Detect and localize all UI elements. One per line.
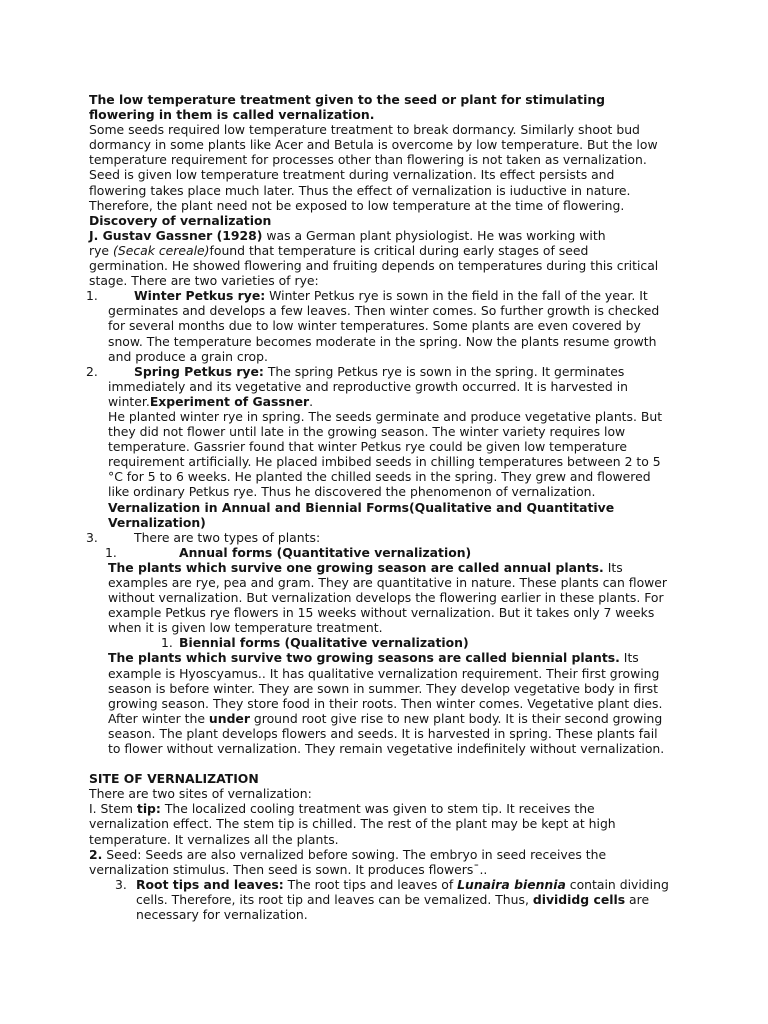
intro-line: flowering takes place much later. Thus the effect of vernalization is iuductive in nature. xyxy=(89,182,631,198)
list-number: 2. xyxy=(86,363,98,379)
gassner-name: J. Gustav Gassner (1928) xyxy=(89,227,263,243)
list-number: 1. xyxy=(105,544,117,560)
item-label: Spring Petkus rye: xyxy=(134,363,264,379)
gassner-line-4: stage. There are two varieties of rye: xyxy=(89,273,319,289)
experiment-heading: Experiment of Gassner xyxy=(149,393,310,409)
site-intro: There are two sites of vernalization: xyxy=(89,786,312,802)
biennial-forms-body: The plants which survive two growing seasons are called biennial plants. Its example is Hyoscyamus.. It has qualitative vernalization requirement. Their first growing season is before winter. They are sown in summer. They develop vegetative body in first growing season. They store food in their roots. Then winter comes. Vegetative plant dies. After winter the under ground root give rise to new plant body. It is their second growing season. The plant develops flowers and seeds. It is harvested in spring. These plants fail to flower without vernalization. They remain vegetative indefinitely without vernalization. xyxy=(108,650,665,757)
list-item-spring-petkus: 2. Spring Petkus rye: The spring Petkus rye is sown in the spring. It germinates immediately and its vegetative and reproductive growth occurred. It is harvested in winter.Experiment of Gassner. He planted winter rye in spring. The seeds germinate and produce vegetative plants. But they did not flower until late in the growing season. The winter variety requires low temperature. Gassrier found that winter Petkus rye could be given low temperature requirement artificially. He placed imbibed seeds in chilling temperatures between 2 to 5 °C for 5 to 6 weeks. He planted the chilled seeds in the spring. They grew and flowered like ordinary Petkus rye. Thus he discovered the phenomenon of vernalization. Vernalization in Annual and Biennial Forms(Qualitative and Quantitative Vernalization) xyxy=(89,364,689,530)
item-label: Winter Petkus rye: xyxy=(134,288,266,304)
list-item-winter-petkus: 1. Winter Petkus rye: Winter Petkus rye is sown in the field in the fall of the year. It germinates and develops a few leaves. Then winter comes. So further growth is checked for several months due to low winter temperatures. Some plants are even covered by snow. The temperature becomes moderate in the spring. Now the plants resume growth and produce a grain crop. xyxy=(86,288,660,364)
document-body: The low temperature treatment given to the seed or plant for stimulating flowering in them is called vernalization. Some seeds required low temperature treatment to break dormancy. Similarly shoot bud dormancy in some plants like Acer and Betula is overcome by low temperature. But the low temperature requirement for processes other than flowering is not taken as vernalization. Seed is given low temperature treatment during vernalization. Its effect persists and flowering takes place much later. Thus the effect of vernalization is iuductive in nature. Therefore, the plant need not be exposed to low temperature at the time of flowering. Discovery of vernalization J. Gustav Gassner (1928) was a German plant physiologist. He was working with rye (Secak cereale)found that temperature is critical during early stages of seed germination. He showed flowering and fruiting depends on temperatures during this critical stage. There are two varieties of rye: 1. Winter Petkus rye: Winter Petkus rye is sown in the field in the fall of the year. It germinates and develops a few leaves. Then winter comes. So further growth is checked for several months due to low winter temperatures. Some plants are even covered by snow. The temperature becomes moderate in the spring. Now the plants resume growth and produce a grain crop. 2. Spring Petkus rye: The spring Petkus rye is sown in the spring. It germinates immediately and its vegetative and reproductive growth occurred. It is harvested in winter.Experiment of Gassner. He planted winter rye in spring. The seeds germinate and produce vegetative plants. But they did not flower until late in the growing season. The winter variety requires low temperature. Gassrier found that winter Petkus rye could be given low temperature requirement artificially. He placed imbibed seeds in chilling temperatures between 2 to 5 °C for 5 to 6 weeks. He planted the chilled seeds in the spring. They grew and flowered like ordinary Petkus rye. Thus he discovered the phenomenon of vernalization. Vernalization in Annual and Biennial Forms(Qualitative and Quantitative Vernalization) 3. There are two types of plants: 1. Annual forms (Quantitative vernalization) The plants which survive one growing season are called annual plants. Its examples are rye, pea and gram. They are quantitative in nature. These plants can flower without vernalization. But vernalization develops the flowering earlier in these plants. For example Petkus rye flowers in 15 weeks without vernalization. But it takes only 7 weeks when it is given low temperature treatment. 1. Biennial forms (Qualitative vernalization) The plants which survive two growing seasons are called biennial plants. Its example is Hyoscyamus.. It has qualitative vernalization requirement. Their first growing season is before winter. They are sown in summer. They develop vegetative body in first growing season. They store food in their roots. Then winter comes. Vegetative plant dies. After winter the under ground root give rise to new plant body. It is their second growing season. The plant develops flowers and seeds. It is harvested in spring. These plants fail to flower without vernalization. They remain vegetative indefinitely without vernalization. SITE OF VERNALIZATION There are two sites of vernalization: I. Stem tip: The localized cooling treatment was given to stem tip. It receives the vernalization effect. The stem tip is chilled. The rest of the plant may be kept at high temperature. It vernalizes all the plants. 2. Seed: Seeds are also vernalized before sowing. The embryo in seed receives the vernalization stimulus. Then seed is sown. It produces flowersˉ.. 3. Root tips and leaves: The root tips and leaves of Lunaira biennia contain dividing cells. Therefore, its root tip and leaves can be vemalized. Thus, divididg cells are necessary for vernalization. xyxy=(89,92,689,922)
site-stem-tip: I. Stem tip: The localized cooling treatment was given to stem tip. It receives the xyxy=(89,801,595,817)
list-item-plant-types: 3. There are two types of plants: xyxy=(86,529,321,545)
list-number: 1. xyxy=(86,288,98,304)
gassner-line-2: rye (Secak cereale)found that temperature is critical during early stages of seed xyxy=(89,242,589,258)
species-name: Lunaira biennia xyxy=(457,876,566,892)
site-root-tips: 3. Root tips and leaves: The root tips and leaves of Lunaira biennia contain dividing cells. Therefore, its root tip and leaves can be vemalized. Thus, divididg cells are necessary for vernalization. xyxy=(115,876,669,922)
gassner-line-1: J. Gustav Gassner (1928) was a German plant physiologist. He was working with xyxy=(89,227,606,243)
intro-line: dormancy in some plants like Acer and Betula is overcome by low temperature. But the low xyxy=(89,137,658,153)
list-number: 3. xyxy=(86,529,98,545)
spacer xyxy=(89,756,689,771)
title-line-1: The low temperature treatment given to the seed or plant for stimulating xyxy=(89,92,606,107)
site-seed: 2. Seed: Seeds are also vernalized before sowing. The embryo in seed receives the xyxy=(89,846,607,862)
intro-line: Some seeds required low temperature treatment to break dormancy. Similarly shoot bud xyxy=(89,122,640,138)
list-number: 1. xyxy=(161,635,173,651)
title-line-2: flowering in them is called vernalization. xyxy=(89,107,375,123)
discovery-heading: Discovery of vernalization xyxy=(89,212,272,228)
species-name: (Secak cereale) xyxy=(113,242,210,258)
intro-line: temperature requirement for processes other than flowering is not taken as vernalization. xyxy=(89,152,647,168)
list-number: 3. xyxy=(115,876,127,892)
gassner-line-3: germination. He showed flowering and fruiting depends on temperatures during this critical xyxy=(89,258,659,274)
annual-forms-heading: 1. Annual forms (Quantitative vernalization) xyxy=(105,544,472,560)
biennial-definition: The plants which survive two growing seasons are called biennial plants. xyxy=(108,650,620,666)
site-heading: SITE OF VERNALIZATION xyxy=(89,771,259,787)
intro-line: Therefore, the plant need not be exposed to low temperature at the time of flowering. xyxy=(89,197,625,213)
biennial-forms-heading: 1. Biennial forms (Qualitative vernalization) xyxy=(161,635,469,651)
annual-forms-body: The plants which survive one growing season are called annual plants. Its examples are rye, pea and gram. They are quantitative in nature. These plants can flower without vernalization. But vernalization develops the flowering earlier in these plants. For example Petkus rye flowers in 15 weeks without vernalization. But it takes only 7 weeks when it is given low temperature treatment. xyxy=(108,559,668,636)
forms-heading: Vernalization in Annual and Biennial Forms(Qualitative and Quantitative xyxy=(108,499,615,515)
annual-definition: The plants which survive one growing season are called annual plants. xyxy=(108,559,604,575)
intro-line: Seed is given low temperature treatment during vernalization. Its effect persists and xyxy=(89,167,615,183)
